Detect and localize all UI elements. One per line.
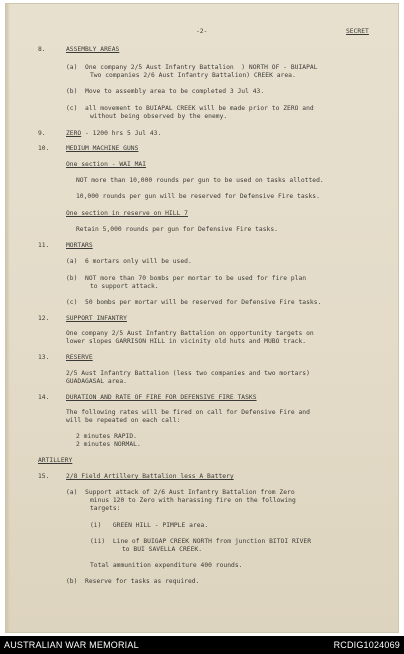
archive-footer-bar	[0, 636, 404, 654]
section-title: MEDIUM MACHINE GUNS	[66, 145, 139, 152]
section-title: RESERVE	[66, 354, 93, 361]
footer-institution-label: AUSTRALIAN WAR MEMORIAL	[4, 640, 139, 650]
paper-edge	[6, 4, 10, 632]
paper-sheet	[6, 4, 398, 632]
section-title: DURATION AND RATE OF FIRE FOR DEFENSIVE FIRE TASKS	[66, 394, 257, 401]
text-line: to support attack.	[90, 283, 159, 290]
text-line: Two companies 2/6 Aust Infantry Battalion) CREEK area.	[90, 72, 296, 79]
text-line: GUADAGASAL area.	[66, 378, 127, 385]
text-line: (b) NOT more than 70 bombs per mortar to be used for fire plan	[66, 275, 307, 282]
classification-marking: SECRET	[346, 28, 369, 35]
section-number: 11.	[38, 242, 50, 249]
section-number: 9.	[38, 130, 46, 137]
text-line: to BUI SAVELLA CREEK.	[122, 546, 203, 553]
text-line: 2 minutes NORMAL.	[76, 441, 141, 448]
text-line: (ii) Line of BUIGAP CREEK NORTH from junction BITOI RIVER	[90, 538, 312, 545]
subsection-title: One section in reserve on HILL 7	[66, 210, 188, 217]
section-number: 13.	[38, 354, 50, 361]
text-line: (b) Move to assembly area to be completed 3 Jul 43.	[66, 88, 265, 95]
text-line: Retain 5,000 rounds per gun for Defensive Fire tasks.	[76, 226, 278, 233]
section-title: SUPPORT INFANTRY	[66, 315, 127, 322]
section-number: 10.	[38, 145, 50, 152]
text-line: NOT more than 10,000 rounds per gun to be used on tasks allotted.	[76, 177, 324, 184]
text-line: (i) GREEN HILL - PIMPLE area.	[90, 522, 209, 529]
section-title: 2/8 Field Artillery Battalion less A Battery	[66, 473, 234, 480]
text-line: (b) Reserve for tasks as required.	[66, 578, 200, 585]
text-line: targets:	[90, 505, 121, 512]
section-number: 8.	[38, 46, 46, 53]
section-number: 12.	[38, 315, 50, 322]
text-line: lower slopes GARRISON HILL in vicinity old huts and MUBO track.	[66, 338, 307, 345]
heading-artillery: ARTILLERY	[38, 457, 73, 464]
text-line: minus 120 to Zero with harassing fire on the following	[90, 497, 296, 504]
page-number: -2-	[196, 28, 208, 35]
text-line: (a) Support attack of 2/6 Aust Infantry Battalion from Zero	[66, 489, 295, 496]
subsection-title: One section - WAI MAI	[66, 161, 147, 168]
text-line: 2/5 Aust Infantry Battalion (less two companies and two mortars)	[66, 370, 310, 377]
text-line: (c) 50 bombs per mortar will be reserved for Defensive Fire tasks.	[66, 299, 322, 306]
text-line: Total ammunition expenditure 400 rounds.	[90, 562, 243, 569]
section-number: 15.	[38, 473, 50, 480]
text-line: (a) One company 2/5 Aust Infantry Battalion ) NORTH OF - BUIAPAL	[66, 64, 318, 71]
section-title: ZERO	[66, 130, 82, 137]
section-title: MORTARS	[66, 242, 93, 249]
section-line	[66, 130, 161, 137]
footer-record-id: RCDIG1024069	[333, 640, 400, 650]
text-line: 2 minutes RAPID.	[76, 433, 137, 440]
text-line: will be repeated on each call:	[66, 417, 181, 424]
text-line: (a) 6 mortars only will be used.	[66, 258, 192, 265]
text-line: One company 2/5 Aust Infantry Battalion on opportunity targets on	[66, 330, 314, 337]
section-title: ASSEMBLY AREAS	[66, 46, 120, 53]
text-line: without being observed by the enemy.	[90, 113, 228, 120]
text-line: The following rates will be fired on call for Defensive Fire and	[66, 409, 310, 416]
text-line: (c) all movement to BUIAPAL CREEK will be made prior to ZERO and	[66, 105, 314, 112]
section-number: 14.	[38, 394, 50, 401]
text-line: - 1200 hrs 5 Jul 43.	[81, 130, 162, 137]
text-line: 10,000 rounds per gun will be reserved for Defensive Fire tasks.	[76, 193, 320, 200]
